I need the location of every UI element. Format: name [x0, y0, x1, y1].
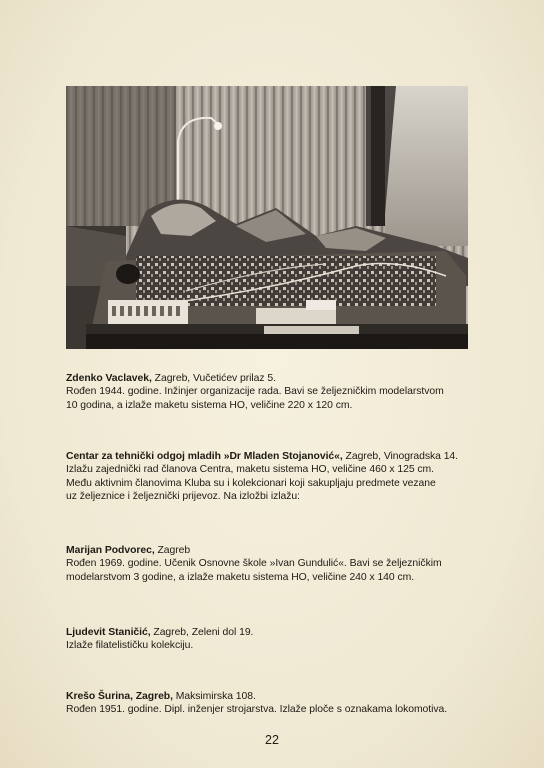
- entry-address: Zagreb, Zeleni dol 19.: [150, 627, 254, 638]
- entry-name: Ljudevit Staničić,: [66, 627, 151, 638]
- entry-name: Krešo Šurina, Zagreb,: [66, 691, 173, 702]
- entry-zdenko-vaclavek: [66, 372, 486, 412]
- entry-address: Zagreb, Vučetićev prilaz 5.: [151, 373, 276, 384]
- entry-marijan-podvorec: [66, 544, 486, 584]
- entry-kreso-surina: [66, 690, 486, 717]
- entry-centar-tehnicki-odgoj: [66, 450, 486, 504]
- entry-text-line: Rođen 1944. godine. Inžinjer organizacije rada. Bavi se željezničkim modelarstvom: [66, 386, 444, 398]
- entry-name: Marijan Podvorec,: [66, 545, 155, 556]
- page-number: 22: [265, 733, 279, 747]
- entry-address: Zagreb: [154, 545, 191, 556]
- entry-text-line: uz željeznice i željeznički prijevoz. Na izložbi izlažu:: [66, 491, 300, 503]
- model-railway-photo: [66, 86, 468, 349]
- entry-text-line: Izlaže filatelističku kolekciju.: [66, 640, 194, 652]
- entry-address: Maksimirska 108.: [172, 691, 256, 702]
- entry-text-line: 10 godina, a izlaže maketu sistema HO, veličine 220 x 120 cm.: [66, 399, 353, 411]
- entry-ljudevit-stanicic: [66, 626, 486, 653]
- entry-text-line: Izlažu zajednički rad članova Centra, maketu sistema HO, veličine 460 x 125 cm.: [66, 464, 434, 476]
- entry-address: Zagreb, Vinogradska 14.: [342, 451, 458, 462]
- entry-name: Zdenko Vaclavek,: [66, 373, 152, 384]
- entry-name: Centar za tehnički odgoj mladih »Dr Mladen Stojanović«,: [66, 451, 343, 462]
- entry-text-line: modelarstvom 3 godine, a izlaže maketu sistema HO, veličine 240 x 140 cm.: [66, 571, 415, 583]
- entry-text-line: Među aktivnim članovima Kluba su i kolekcionari koji sakupljaju predmete vezane: [66, 477, 436, 489]
- entry-text-line: Rođen 1951. godine. Dipl. inženjer strojarstva. Izlaže ploče s oznakama lokomotiva.: [66, 704, 448, 716]
- entry-text-line: Rođen 1969. godine. Učenik Osnovne škole »Ivan Gundulić«. Bavi se željezničkim: [66, 558, 442, 570]
